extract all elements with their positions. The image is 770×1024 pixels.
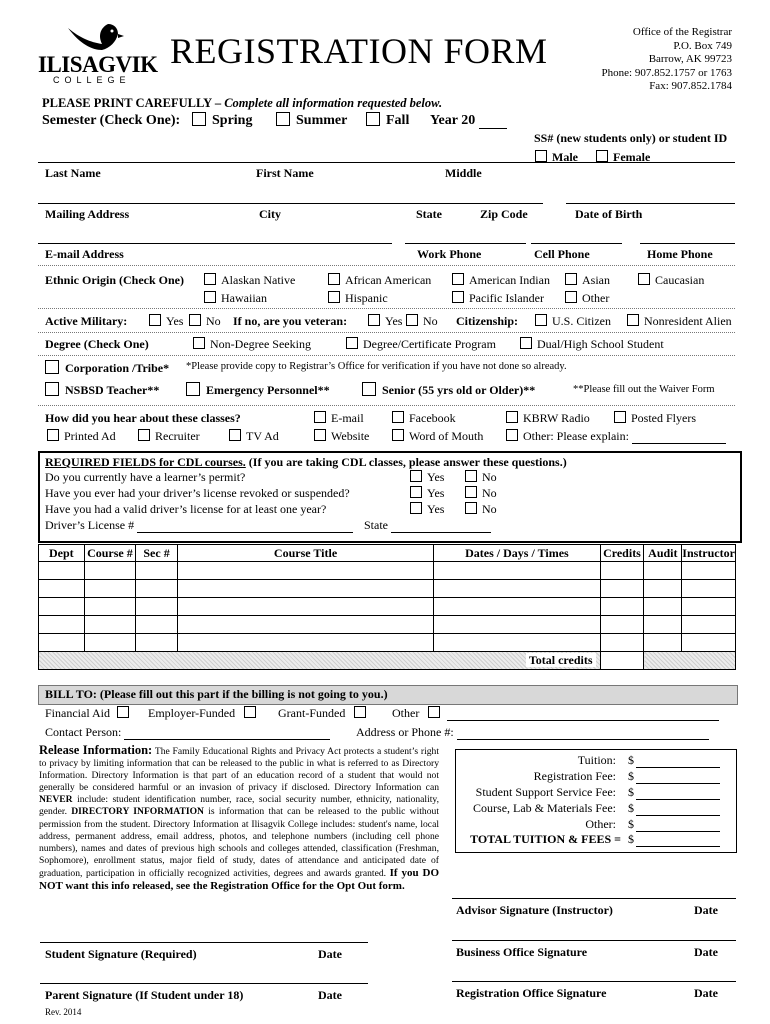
license-field[interactable]: [45, 518, 353, 533]
option-label: E-mail: [331, 411, 364, 425]
total-credits-cell[interactable]: [600, 652, 644, 670]
option-label: Caucasian: [655, 273, 705, 287]
cdl-q1: Do you currently have a learner’s permit?: [45, 470, 246, 484]
yes-label: Yes: [427, 502, 445, 516]
checkbox[interactable]: [565, 291, 577, 303]
cell-phone-field[interactable]: Cell Phone: [534, 247, 590, 261]
table-header: [39, 545, 736, 562]
fee-total-field[interactable]: [628, 832, 720, 847]
option-label: Non-Degree Seeking: [210, 337, 311, 351]
corp-note: *Please provide copy to Registrar’s Office for verification if you have not done so already.: [186, 361, 567, 372]
military-no[interactable]: [189, 314, 221, 329]
middle-name-field[interactable]: Middle: [445, 166, 482, 180]
col-dates: Dates / Days / Times: [434, 545, 600, 562]
semester-fall[interactable]: [366, 112, 409, 129]
fee-course: Course, Lab & Materials Fee:: [473, 801, 616, 815]
release-optout: If you DO NOT want this info released, see the Registration Office for the Opt Out form.: [39, 866, 440, 893]
logo-subtext: COLLEGE: [53, 75, 131, 85]
option-label: KBRW Radio: [523, 411, 590, 425]
release-information: [39, 744, 439, 893]
total-row: [39, 652, 736, 670]
email-field[interactable]: E-mail Address: [45, 247, 124, 261]
option-label: Dual/High School Student: [537, 337, 664, 351]
employer-label: Employer-Funded: [148, 706, 236, 720]
city-field[interactable]: City: [259, 207, 281, 221]
cdl-title: [45, 455, 567, 470]
checkbox[interactable]: [392, 411, 404, 423]
business-signature[interactable]: Business Office Signature: [456, 945, 588, 959]
emergency-label: Emergency Personnel**: [206, 383, 330, 397]
release-text: include: student identification number, race, social security number, ethnicity, nationality, gender.: [39, 794, 439, 818]
hear-option[interactable]: [47, 429, 116, 444]
fee-tuition: Tuition:: [577, 753, 616, 767]
checkbox[interactable]: [276, 112, 290, 126]
table-row[interactable]: [39, 616, 736, 634]
hear-option[interactable]: [138, 429, 200, 444]
checkbox[interactable]: [45, 382, 59, 396]
contact-label: Contact Person:: [45, 725, 122, 739]
address-label: Address or Phone #:: [356, 725, 454, 739]
spring-label: Spring: [212, 113, 253, 128]
checkbox[interactable]: [535, 314, 547, 326]
checkbox[interactable]: [204, 273, 216, 285]
checkbox[interactable]: [346, 337, 358, 349]
option-label: Alaskan Native: [221, 273, 296, 287]
state-label: State: [364, 518, 388, 532]
checkbox[interactable]: [506, 411, 518, 423]
grant-label: Grant-Funded: [278, 706, 346, 720]
option-label: TV Ad: [246, 429, 279, 443]
fee-other: Other:: [585, 817, 616, 831]
option-label: Word of Mouth: [409, 429, 484, 443]
hear-option[interactable]: [392, 429, 483, 444]
advisor-signature[interactable]: Advisor Signature (Instructor): [456, 903, 613, 917]
cdl-q1-yes[interactable]: [410, 470, 444, 485]
bill-other[interactable]: [392, 706, 719, 721]
release-text: is information that can be released to the public without permission from the student. Directory Information at Ilisagvik College includes: student's name, local address, permanent address, email address, photos, and telephone numbers (including cell phone numbers), names and dates of previous high schools and colleges attended, classification (Freshman, Sophomore), enrollment status, major field of study, dates of attendance and anticipated date of graduation, participation in officially recognized activities, degrees and awards granted.: [39, 806, 439, 879]
fee-course-field[interactable]: [628, 801, 720, 816]
checkbox[interactable]: [314, 411, 326, 423]
table-row[interactable]: [39, 634, 736, 652]
no-label: No: [206, 314, 221, 328]
office-line: P.O. Box 749: [673, 39, 732, 52]
checkbox[interactable]: [465, 502, 477, 514]
zip-field[interactable]: Zip Code: [480, 207, 528, 221]
degree-label: Degree (Check One): [45, 337, 149, 351]
cdl-q3: Have you had a valid driver’s license for at least one year?: [45, 502, 327, 516]
cdl-title-main: REQUIRED FIELDS for CDL courses.: [45, 455, 246, 469]
option-label: Other: Please explain:: [523, 429, 629, 443]
corp-tribe[interactable]: [45, 360, 169, 376]
cdl-q3-yes[interactable]: [410, 502, 444, 517]
checkbox[interactable]: [392, 429, 404, 441]
ethnic-option[interactable]: [204, 273, 295, 288]
office-info: [602, 26, 732, 94]
option-label: Facebook: [409, 411, 456, 425]
office-line: Barrow, AK 99723: [648, 53, 732, 65]
dollar-sign: $: [628, 769, 634, 783]
checkbox[interactable]: [354, 706, 366, 718]
hear-option[interactable]: [229, 429, 279, 444]
college-logo: [38, 22, 158, 85]
advisor-date[interactable]: Date: [694, 903, 718, 917]
page-title: REGISTRATION FORM: [170, 31, 548, 71]
no-label: No: [482, 486, 497, 500]
financial-label: Financial Aid: [45, 706, 110, 720]
cdl-q2-no[interactable]: [465, 486, 497, 501]
option-label: Recruiter: [155, 429, 200, 443]
military-label: Active Military:: [45, 314, 128, 328]
checkbox[interactable]: [638, 273, 650, 285]
logo-text: ILISAGVIK: [38, 52, 158, 77]
no-label: No: [482, 502, 497, 516]
checkbox[interactable]: [204, 291, 216, 303]
checkbox[interactable]: [47, 429, 59, 441]
col-audit: Audit: [644, 545, 682, 562]
degree-option[interactable]: [520, 337, 664, 352]
checkbox[interactable]: [452, 291, 464, 303]
fee-support-field[interactable]: [628, 785, 720, 800]
table-row[interactable]: [39, 580, 736, 598]
nsbsd-teacher[interactable]: [45, 382, 159, 398]
complete-info: Complete all information requested below.: [224, 96, 443, 110]
cdl-q3-no[interactable]: [465, 502, 497, 517]
fee-support: Student Support Service Fee:: [475, 785, 616, 799]
bill-employer[interactable]: [148, 706, 261, 721]
no-label: No: [423, 314, 438, 328]
option-label: African American: [345, 273, 432, 287]
nsbsd-label: NSBSD Teacher**: [65, 383, 160, 397]
revision: Rev. 2014: [45, 1007, 82, 1017]
yes-label: Yes: [385, 314, 403, 328]
dollar-sign: $: [628, 817, 634, 831]
bill-grant[interactable]: [278, 706, 371, 721]
release-never: NEVER: [39, 794, 73, 806]
waiver-note: **Please fill out the Waiver Form: [573, 384, 715, 395]
checkbox[interactable]: [565, 273, 577, 285]
fee-total: TOTAL TUITION & FEES =: [470, 832, 621, 846]
checkbox[interactable]: [193, 337, 205, 349]
course-table: [38, 544, 736, 670]
hear-option[interactable]: [506, 411, 590, 426]
checkbox[interactable]: [328, 273, 340, 285]
checkbox[interactable]: [520, 337, 532, 349]
option-label: Pacific Islander: [469, 291, 544, 305]
dollar-sign: $: [628, 785, 634, 799]
checkbox[interactable]: [465, 486, 477, 498]
checkbox[interactable]: [465, 470, 477, 482]
option-label: Printed Ad: [64, 429, 116, 443]
checkbox[interactable]: [368, 314, 380, 326]
yes-label: Yes: [427, 486, 445, 500]
checkbox[interactable]: [410, 502, 422, 514]
option-label: Hispanic: [345, 291, 388, 305]
ethnic-option[interactable]: [328, 273, 431, 288]
ethnic-option[interactable]: [565, 273, 610, 288]
dob-field[interactable]: Date of Birth: [575, 207, 643, 221]
cdl-title-rest: (If you are taking CDL classes, please answer these questions.): [248, 455, 567, 469]
contact-person-field[interactable]: [45, 725, 330, 740]
degree-option[interactable]: [346, 337, 496, 352]
checkbox[interactable]: [138, 429, 150, 441]
home-phone-field[interactable]: Home Phone: [647, 247, 713, 261]
checkbox[interactable]: [406, 314, 418, 326]
license-state-field[interactable]: [364, 518, 491, 533]
ethnic-option[interactable]: [452, 291, 544, 306]
year-label: Year 20: [430, 113, 476, 128]
first-name-field[interactable]: First Name: [256, 166, 314, 180]
citizenship-label: Citizenship:: [456, 314, 519, 328]
military-yes[interactable]: [149, 314, 183, 329]
female-label: Female: [613, 150, 651, 164]
checkbox[interactable]: [452, 273, 464, 285]
emergency-personnel[interactable]: [186, 382, 330, 398]
release-label: Release Information:: [39, 743, 153, 757]
col-sec: Sec #: [136, 545, 178, 562]
table-row[interactable]: [39, 598, 736, 616]
hear-option[interactable]: [314, 429, 369, 444]
table-row[interactable]: [39, 562, 736, 580]
fee-tuition-field[interactable]: [628, 753, 720, 768]
col-title: Course Title: [177, 545, 434, 562]
checkbox[interactable]: [186, 382, 200, 396]
semester-label: Semester (Check One):: [42, 113, 181, 128]
checkbox[interactable]: [596, 150, 608, 162]
checkbox[interactable]: [314, 429, 326, 441]
release-directory: DIRECTORY INFORMATION: [71, 806, 204, 818]
no-label: No: [482, 470, 497, 484]
checkbox[interactable]: [189, 314, 201, 326]
checkbox[interactable]: [45, 360, 59, 374]
checkbox[interactable]: [229, 429, 241, 441]
cdl-q1-no[interactable]: [465, 470, 497, 485]
veteran-label: If no, are you veteran:: [233, 314, 348, 328]
checkbox[interactable]: [362, 382, 376, 396]
corp-label: Corporation /Tribe*: [65, 361, 170, 375]
semester-spring[interactable]: [192, 112, 252, 129]
bill-to-title: BILL TO: (Please fill out this part if the billing is not going to you.): [45, 687, 388, 701]
checkbox[interactable]: [535, 150, 547, 162]
office-line: Office of the Registrar: [632, 26, 732, 38]
option-label: Other: [582, 291, 610, 305]
business-date[interactable]: Date: [694, 945, 718, 959]
col-course: Course #: [84, 545, 136, 562]
checkbox[interactable]: [328, 291, 340, 303]
ethnic-option[interactable]: [638, 273, 704, 288]
checkbox[interactable]: [410, 470, 422, 482]
ethnic-option[interactable]: [204, 291, 267, 306]
semester-summer[interactable]: [276, 112, 347, 129]
summer-label: Summer: [296, 113, 348, 128]
checkbox[interactable]: [244, 706, 256, 718]
hear-option[interactable]: [392, 411, 456, 426]
parent-signature[interactable]: Parent Signature (If Student under 18): [45, 988, 244, 1002]
ethnic-label: Ethnic Origin (Check One): [45, 273, 185, 287]
yes-label: Yes: [427, 470, 445, 484]
option-label: Degree/Certificate Program: [363, 337, 496, 351]
checkbox[interactable]: [117, 706, 129, 718]
registration-signature[interactable]: Registration Office Signature: [456, 986, 607, 1000]
state-field[interactable]: State: [416, 207, 442, 221]
fee-other-field[interactable]: [628, 817, 720, 832]
option-label: Website: [331, 429, 370, 443]
parent-date[interactable]: Date: [318, 988, 342, 1002]
hear-label: How did you hear about these classes?: [45, 411, 241, 425]
hear-other[interactable]: [506, 429, 726, 444]
dollar-sign: $: [628, 832, 634, 846]
senior-label: Senior (55 yrs old or Older)**: [382, 383, 536, 397]
student-signature[interactable]: Student Signature (Required): [45, 947, 197, 961]
cdl-q2: Have you ever had your driver’s license revoked or suspended?: [45, 486, 350, 500]
fee-registration-field[interactable]: [628, 769, 720, 784]
work-phone-field[interactable]: Work Phone: [417, 247, 482, 261]
male-label: Male: [552, 150, 578, 164]
checkbox[interactable]: [627, 314, 639, 326]
other-label: Other: [392, 706, 420, 720]
office-line: Phone: 907.852.1757 or 1763: [601, 66, 732, 79]
checkbox[interactable]: [410, 486, 422, 498]
dollar-sign: $: [628, 753, 634, 767]
veteran-no[interactable]: [406, 314, 438, 329]
cdl-q2-yes[interactable]: [410, 486, 444, 501]
citizen-alien[interactable]: [627, 314, 732, 329]
senior[interactable]: [362, 382, 535, 398]
us-citizen-label: U.S. Citizen: [552, 314, 611, 328]
col-dept: Dept: [39, 545, 85, 562]
option-label: Hawaiian: [221, 291, 267, 305]
option-label: Asian: [582, 273, 610, 287]
degree-option[interactable]: [193, 337, 311, 352]
license-label: Driver’s License #: [45, 518, 135, 532]
ethnic-option[interactable]: [328, 291, 388, 306]
dollar-sign: $: [628, 801, 634, 815]
release-text: The Family Educational Rights and Privacy Act protects a student’s right to privacy by limiting information that can be released to the public in what is referred to as Directory Information. Directory Information is that part of an education record of a student that would not generally be considered harmful or an invasion of privacy if disclosed. Directory Information can: [39, 746, 439, 794]
checkbox[interactable]: [428, 706, 440, 718]
citizen-us[interactable]: [535, 314, 611, 329]
checkbox[interactable]: [506, 429, 518, 441]
ethnic-option[interactable]: [565, 291, 609, 306]
checkbox[interactable]: [614, 411, 626, 423]
registration-date[interactable]: Date: [694, 986, 718, 1000]
print-carefully: PLEASE PRINT CAREFULLY –: [42, 96, 222, 110]
ethnic-option[interactable]: [452, 273, 550, 288]
checkbox[interactable]: [149, 314, 161, 326]
office-line: Fax: 907.852.1784: [649, 80, 732, 92]
hear-option[interactable]: [614, 411, 696, 426]
ssn-label: SS# (new students only) or student ID: [534, 131, 728, 145]
fee-registration: Registration Fee:: [533, 769, 616, 783]
mailing-address-field[interactable]: Mailing Address: [45, 207, 130, 221]
checkbox[interactable]: [366, 112, 380, 126]
last-name-field[interactable]: Last Name: [45, 166, 101, 180]
hear-option[interactable]: [314, 411, 364, 426]
year-field[interactable]: [430, 113, 507, 129]
fall-label: Fall: [386, 113, 410, 128]
print-instructions: [42, 96, 442, 111]
option-label: Posted Flyers: [631, 411, 697, 425]
checkbox[interactable]: [192, 112, 206, 126]
student-date[interactable]: Date: [318, 947, 342, 961]
address-phone-field[interactable]: [356, 725, 709, 740]
yes-label: Yes: [166, 314, 184, 328]
total-credits-label: Total credits: [526, 653, 596, 667]
veteran-yes[interactable]: [368, 314, 402, 329]
col-credits: Credits: [600, 545, 644, 562]
col-instructor: Instructor: [682, 545, 735, 560]
alien-label: Nonresident Alien: [644, 314, 732, 328]
option-label: American Indian: [469, 273, 550, 287]
bird-logo-icon: [66, 22, 126, 54]
bill-financial-aid[interactable]: [45, 706, 134, 721]
